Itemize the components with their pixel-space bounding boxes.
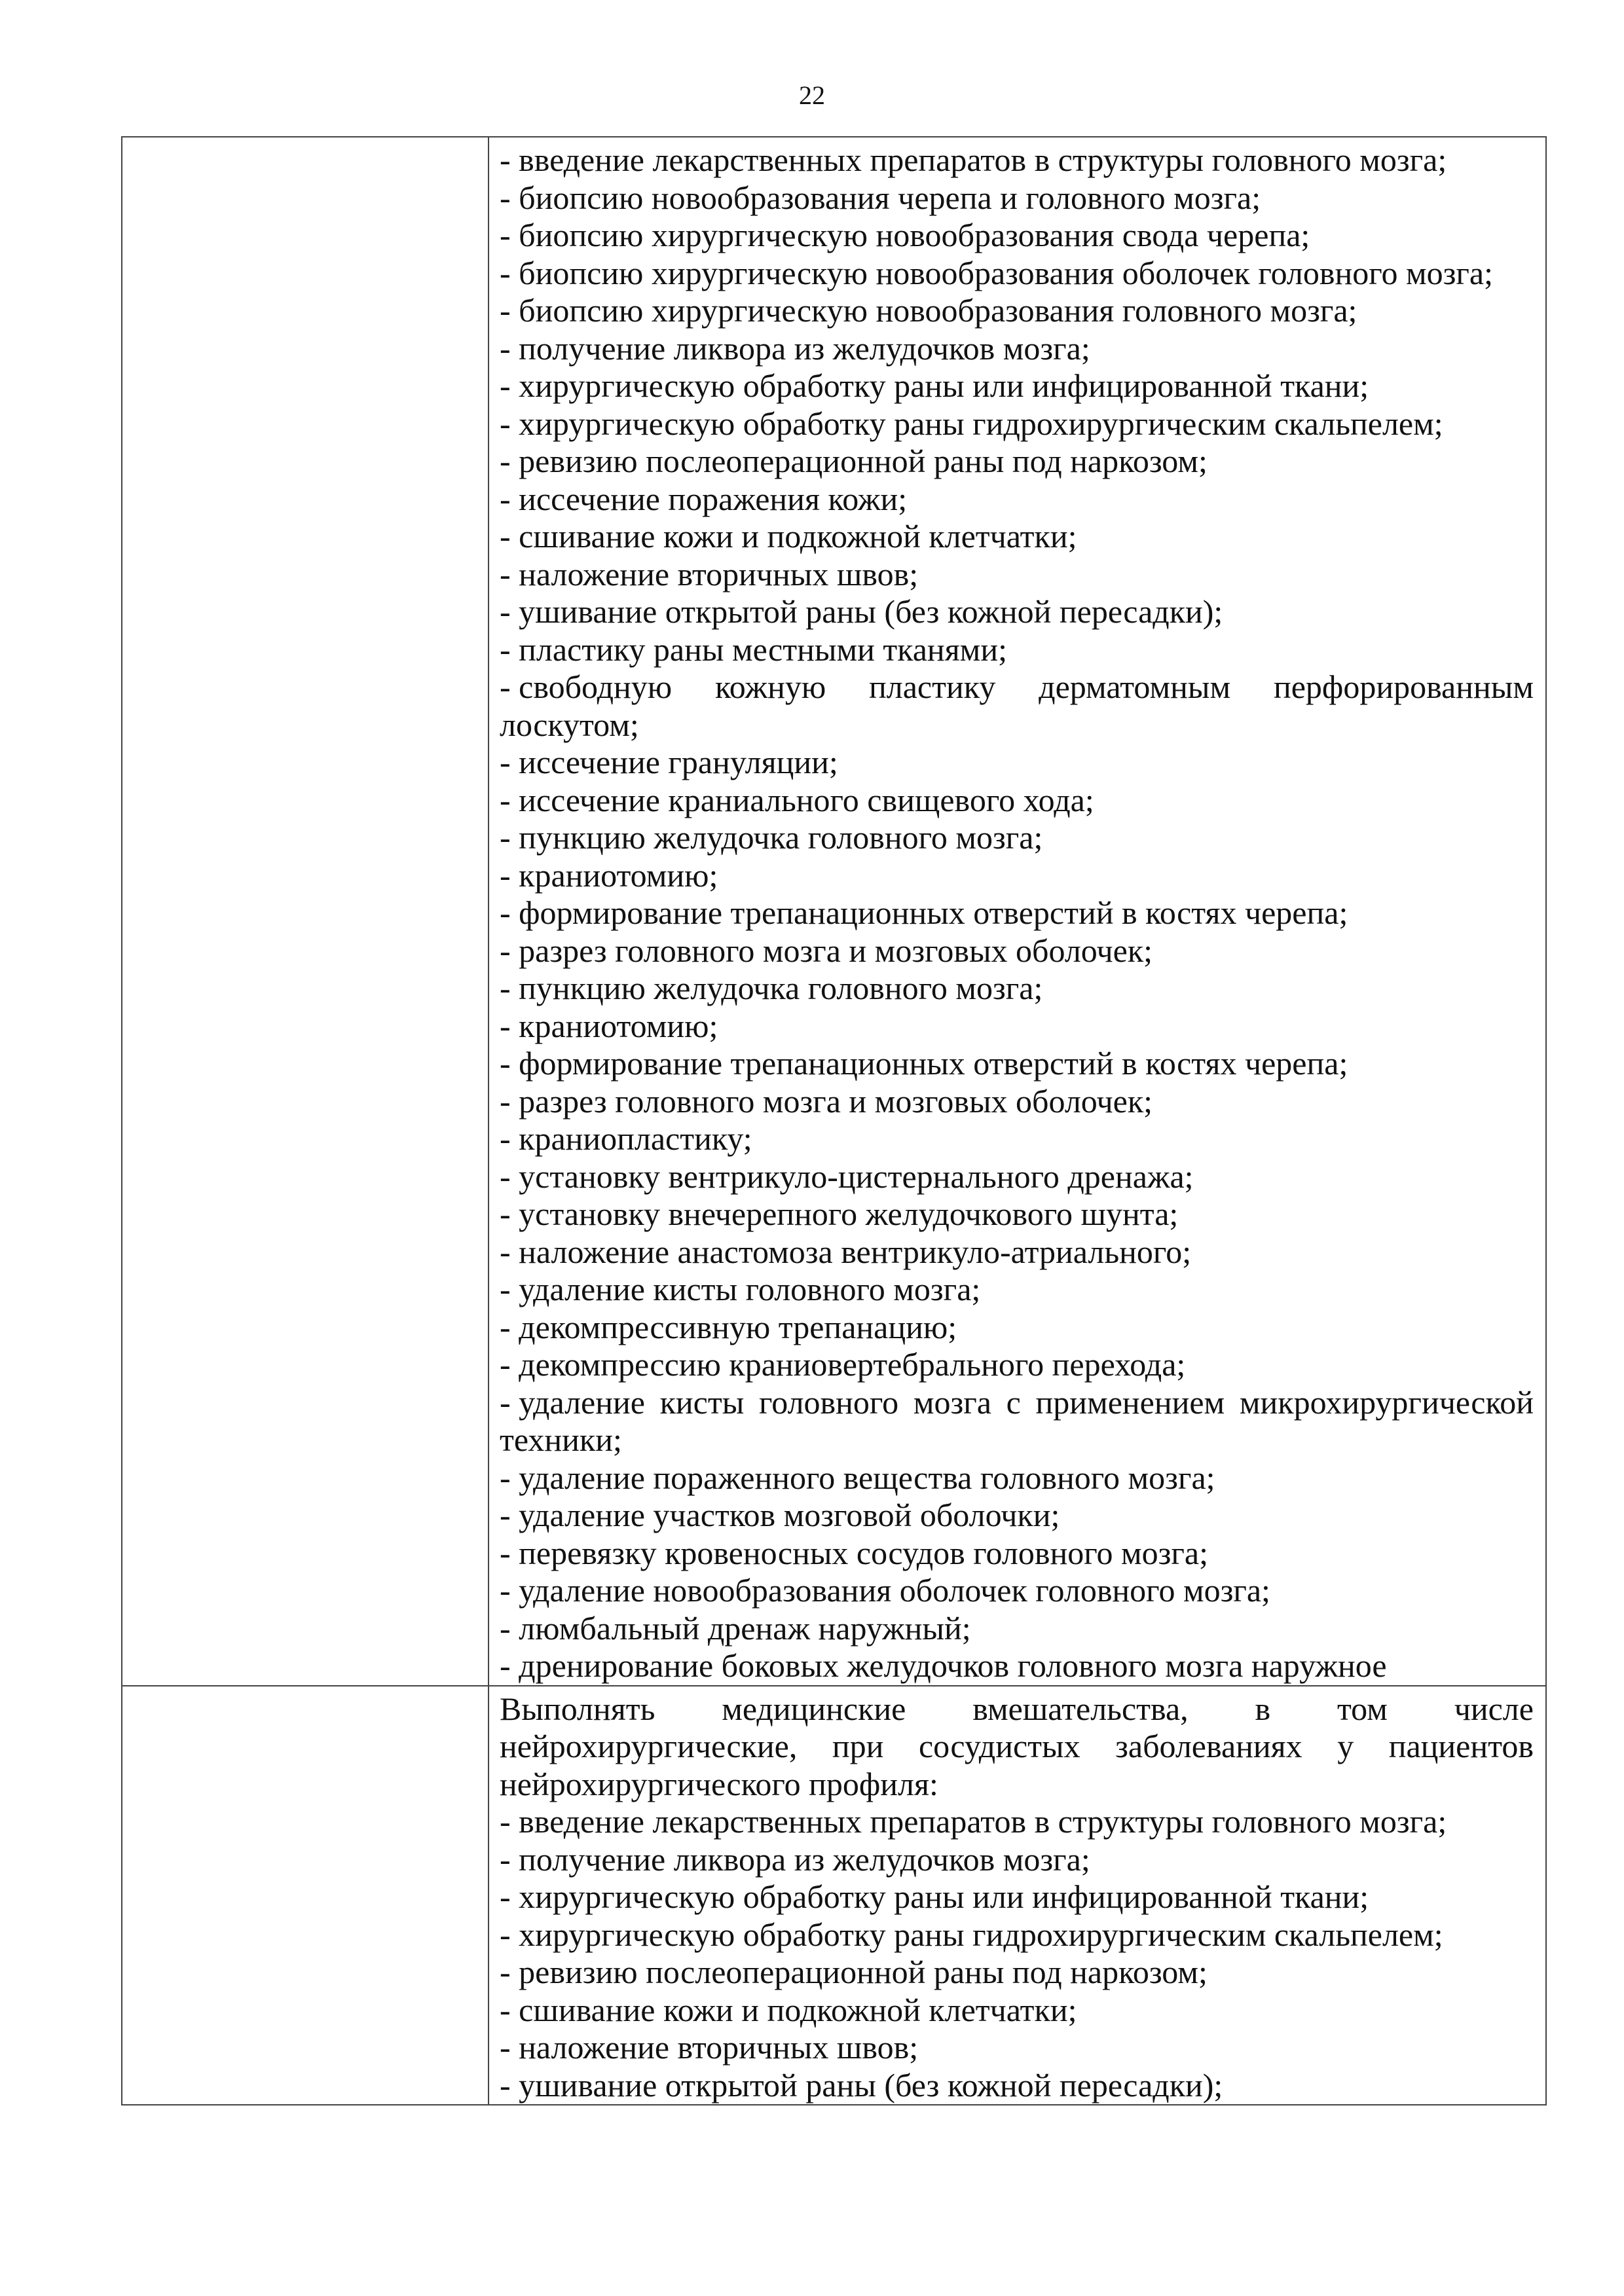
list-item: - ревизию послеоперационной раны под наркозом; (500, 1954, 1208, 1990)
list-item: - получение ликвора из желудочков мозга; (500, 329, 1090, 367)
left-cell-empty (122, 1686, 489, 2105)
word: у (1337, 1728, 1354, 1764)
table-row (122, 1686, 1546, 2105)
word: в (1255, 1690, 1271, 1727)
word: при (832, 1728, 884, 1764)
list-item: - удаление участков мозговой оболочки; (500, 1497, 1060, 1533)
word: микрохирургической (1239, 1383, 1534, 1421)
list-item: - биопсию хирургическую новообразования головного мозга; (500, 292, 1357, 329)
word: сосудистых (918, 1728, 1080, 1764)
list-item-continuation: техники; (500, 1421, 622, 1458)
list-item: - введение лекарственных препаратов в структуры головного мозга; (500, 141, 1447, 178)
intro-line: нейрохирургического профиля: (500, 1765, 938, 1802)
list-item: - формирование трепанационных отверстий в костях черепа; (500, 894, 1348, 931)
list-item: - ушивание открытой раны (без кожной пересадки); (500, 593, 1223, 630)
list-item: - люмбальный дренаж наружный; (500, 1609, 971, 1647)
list-item: - краниотомию; (500, 1007, 718, 1044)
word: том (1337, 1690, 1388, 1727)
word: медицинские (722, 1690, 906, 1727)
list-item: - хирургическую обработку раны гидрохирургическим скальпелем; (500, 405, 1443, 442)
procedures-cell (489, 137, 1546, 1686)
list-item: - наложение вторичных швов; (500, 555, 919, 592)
intro-line (500, 1728, 1534, 1766)
list-item: - декомпрессию краниовертебрального перехода; (500, 1346, 1186, 1383)
word: пластику (869, 668, 996, 705)
list-item: - пункцию желудочка головного мозга; (500, 819, 1043, 856)
list-item: - пластику раны местными тканями; (500, 630, 1007, 668)
word: мозга (913, 1383, 991, 1421)
word: - удаление (500, 1383, 645, 1421)
list-item: - перевязку кровеносных сосудов головного мозга; (500, 1534, 1208, 1571)
list-item: - удаление пораженного вещества головного мозга; (500, 1459, 1215, 1496)
word: заболеваниях (1115, 1728, 1302, 1764)
word: кисты (659, 1383, 745, 1421)
page-number: 22 (799, 81, 825, 110)
word: головного (759, 1383, 899, 1421)
list-item: - иссечение грануляции; (500, 744, 838, 780)
word: с (1006, 1383, 1021, 1421)
list-item: - хирургическую обработку раны или инфицированной ткани; (500, 1878, 1369, 1915)
word: Выполнять (500, 1690, 655, 1727)
vascular-procedures-cell (489, 1686, 1546, 2105)
list-item-continuation: лоскутом; (500, 706, 639, 743)
list-item: - иссечение поражения кожи; (500, 480, 908, 517)
word: применением (1035, 1383, 1225, 1421)
list-item: - разрез головного мозга и мозговых оболочек; (500, 932, 1153, 969)
left-cell-empty (122, 137, 489, 1686)
list-item: - введение лекарственных препаратов в структуры головного мозга; (500, 1803, 1447, 1840)
list-item: - биопсию хирургическую новообразования оболочек головного мозга; (500, 254, 1493, 291)
list-item: - установку вентрикуло-цистернального дренажа; (500, 1157, 1194, 1195)
word: кожную (715, 668, 826, 705)
list-item: - удаление кисты головного мозга; (500, 1271, 981, 1307)
intro-line (500, 1690, 1534, 1728)
list-item-justified (500, 668, 1534, 706)
list-item: - сшивание кожи и подкожной клетчатки; (500, 518, 1077, 555)
word: дерматомным (1039, 668, 1231, 705)
list-item: - иссечение краниального свищевого хода; (500, 781, 1094, 818)
word: - свободную (500, 668, 673, 705)
list-item-justified (500, 1384, 1534, 1422)
list-item: - получение ликвора из желудочков мозга; (500, 1840, 1090, 1878)
list-item: - дренирование боковых желудочков головного мозга наружное (500, 1647, 1387, 1684)
list-item: - хирургическую обработку раны или инфицированной ткани; (500, 367, 1369, 404)
list-item: - сшивание кожи и подкожной клетчатки; (500, 1991, 1077, 2028)
procedures-table (121, 136, 1547, 2105)
list-item: - декомпрессивную трепанацию; (500, 1308, 957, 1345)
list-item: - краниопластику; (500, 1120, 752, 1157)
table-row (122, 137, 1546, 1686)
list-item: - формирование трепанационных отверстий в костях черепа; (500, 1045, 1348, 1082)
list-item: - хирургическую обработку раны гидрохирургическим скальпелем; (500, 1916, 1443, 1953)
list-item: - ревизию послеоперационной раны под наркозом; (500, 443, 1208, 479)
word: числе (1454, 1690, 1534, 1727)
list-item: - ушивание открытой раны (без кожной пересадки); (500, 2066, 1223, 2104)
word: нейрохирургические, (500, 1728, 798, 1764)
list-item: - пункцию желудочка головного мозга; (500, 970, 1043, 1006)
list-item: - наложение анастомоза вентрикуло-атриального; (500, 1233, 1192, 1270)
list-item: - разрез головного мозга и мозговых оболочек; (500, 1082, 1153, 1120)
list-item: - удаление новообразования оболочек головного мозга; (500, 1572, 1270, 1609)
word: вмешательства, (972, 1690, 1189, 1727)
list-item: - биопсию новообразования черепа и головного мозга; (500, 179, 1261, 216)
list-item: - биопсию хирургическую новообразования свода черепа; (500, 217, 1310, 253)
list-item: - установку внечерепного желудочкового шунта; (500, 1195, 1179, 1232)
word: пациентов (1388, 1728, 1534, 1764)
list-item: - краниотомию; (500, 856, 718, 894)
list-item: - наложение вторичных швов; (500, 2029, 919, 2066)
word: перфорированным (1273, 668, 1534, 705)
